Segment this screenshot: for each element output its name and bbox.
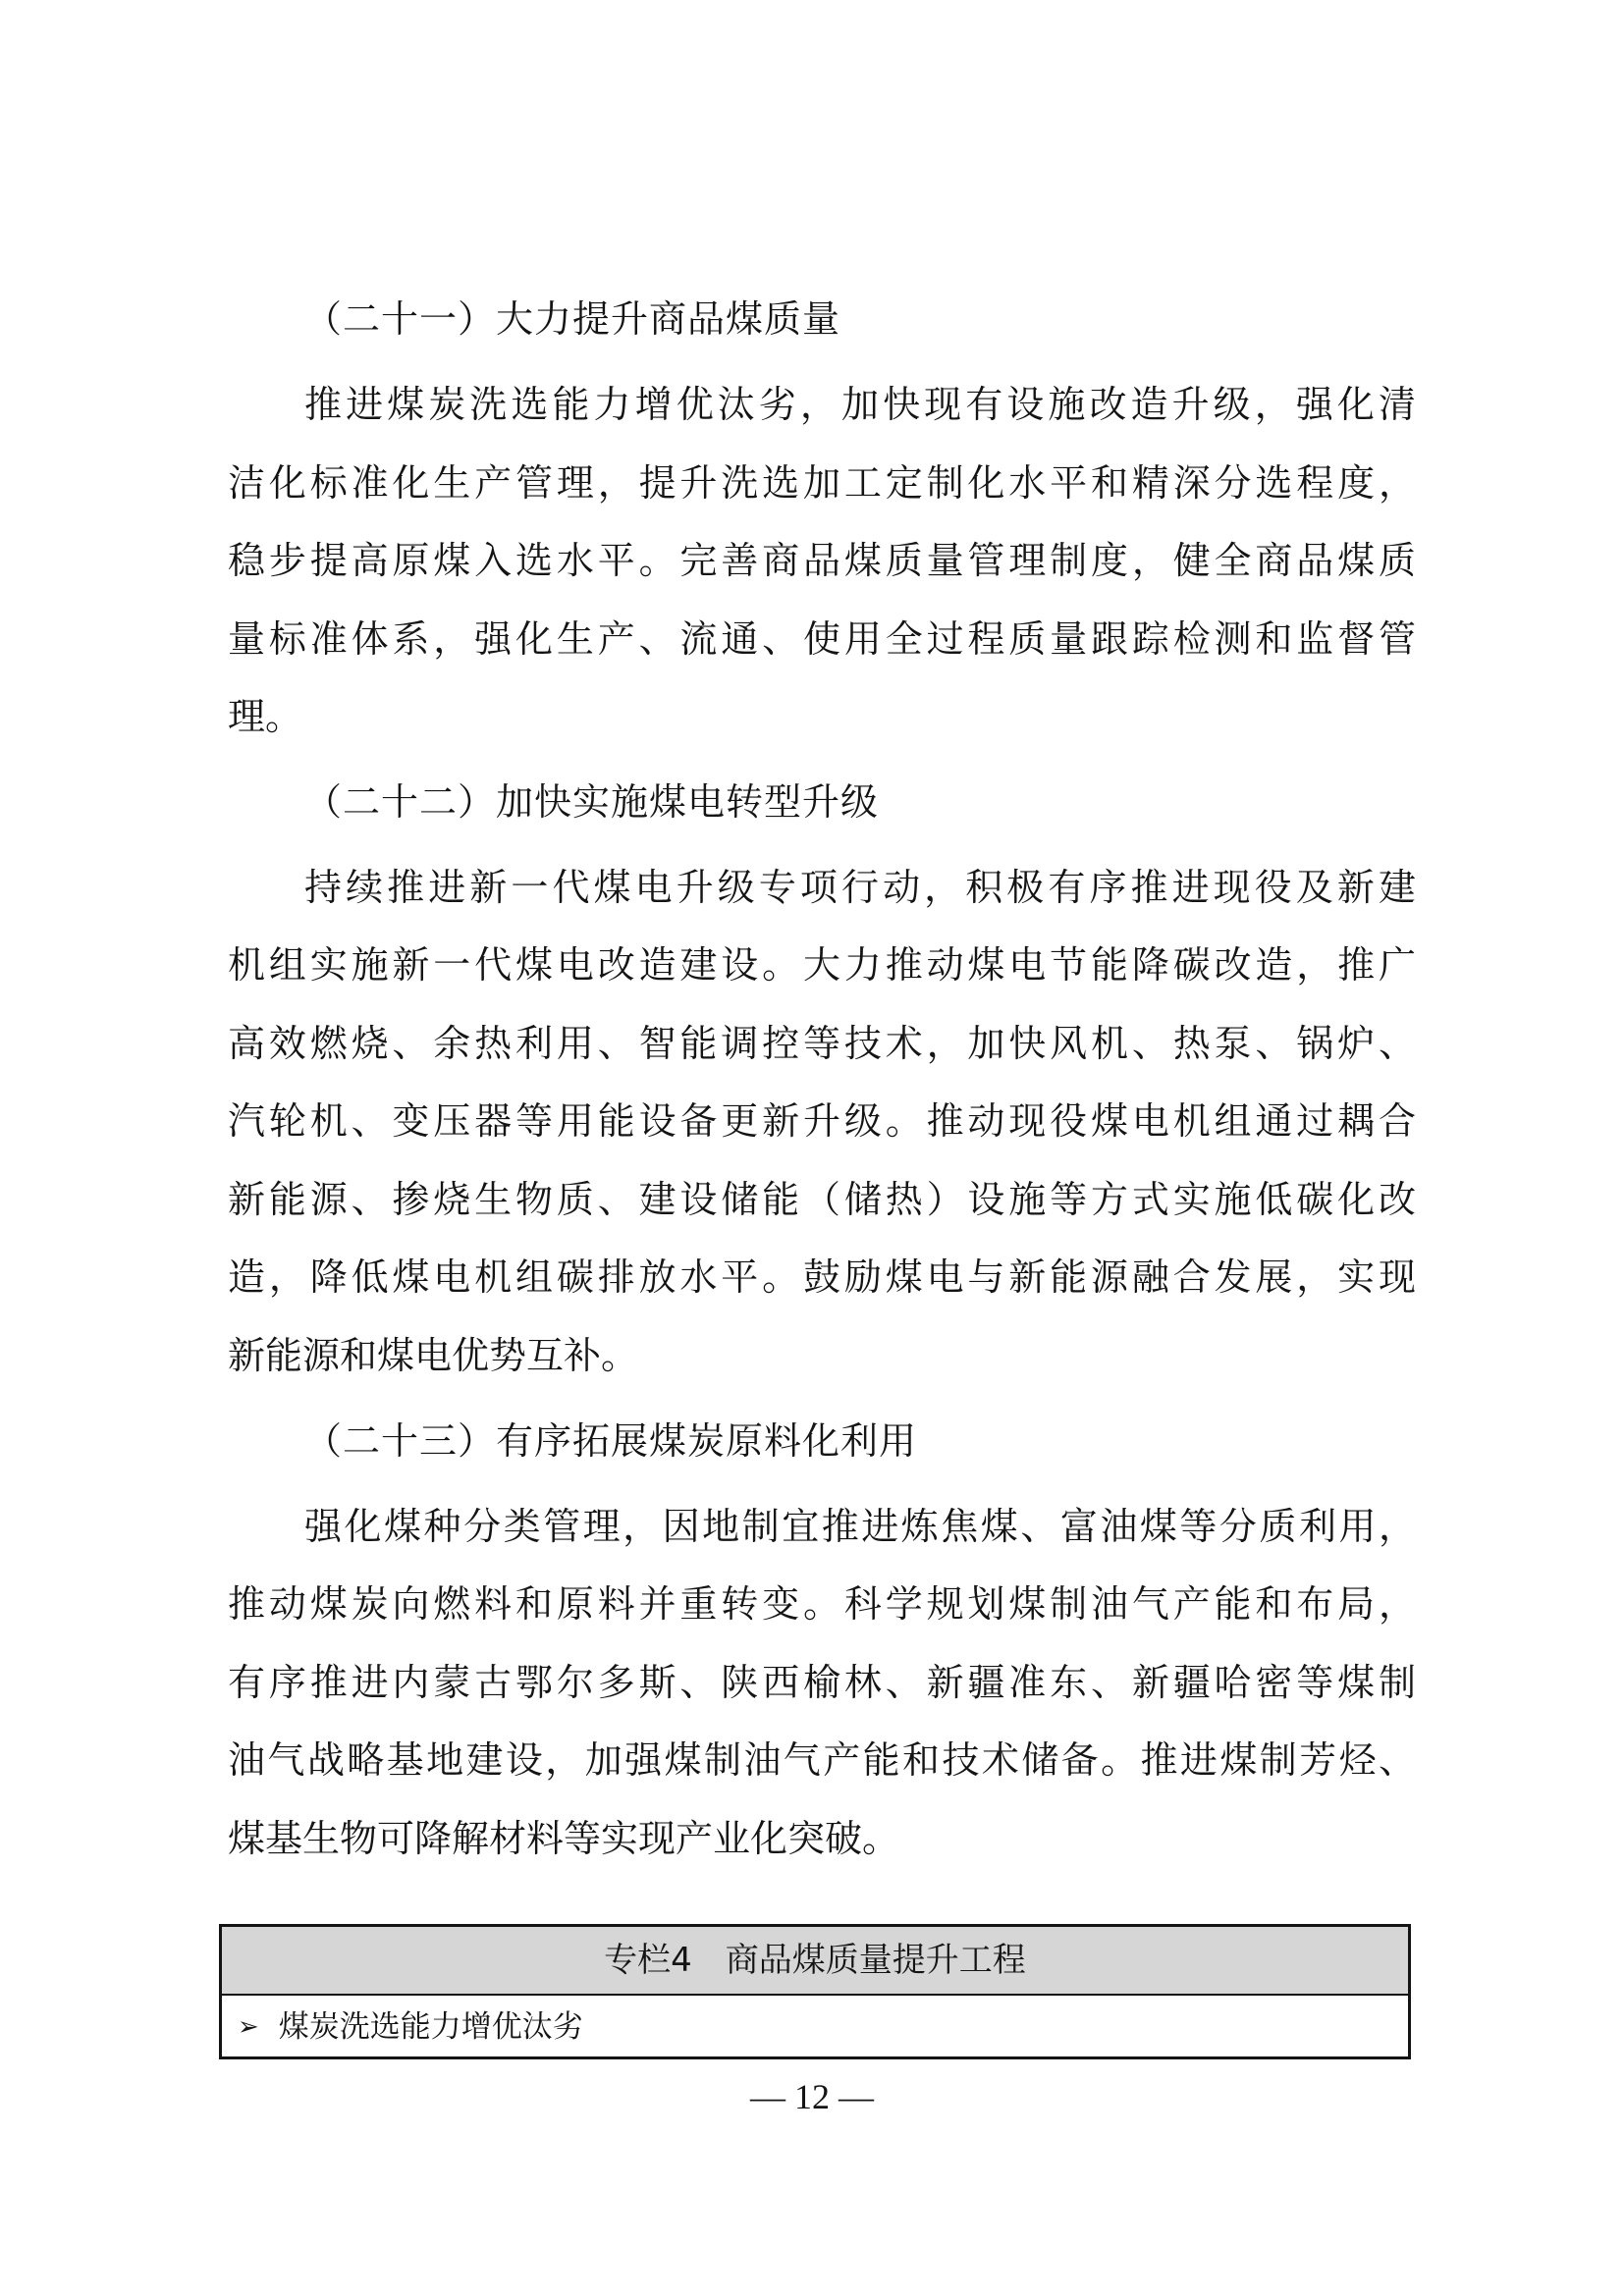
section-heading: （二十一）大力提升商品煤质量 xyxy=(304,297,841,341)
paragraph-line: 煤基生物可降解材料等实现产业化突破。 xyxy=(228,1817,900,1860)
column-box-item-label: 煤炭洗选能力增优汰劣 xyxy=(278,2009,583,2045)
paragraph-line: 新能源、掺烧生物质、建设储能（储热）设施等方式实施低碳化改 xyxy=(228,1178,1416,1221)
paragraph-line: 高效燃烧、余热利用、智能调控等技术，加快风机、热泵、锅炉、 xyxy=(228,1022,1416,1065)
paragraph-line: 推动煤炭向燃料和原料并重转变。科学规划煤制油气产能和布局， xyxy=(228,1582,1416,1626)
paragraph-line: 推进煤炭洗选能力增优汰劣，加快现有设施改造升级，强化清 xyxy=(304,383,1416,426)
paragraph-line: 持续推进新一代煤电升级专项行动，积极有序推进现役及新建 xyxy=(304,866,1416,909)
column-box xyxy=(219,1924,1411,2059)
arrow-bullet-icon: ➢ xyxy=(238,2012,259,2042)
paragraph-line: 量标准体系，强化生产、流通、使用全过程质量跟踪检测和监督管 xyxy=(228,617,1416,661)
page-number: — 12 — xyxy=(750,2077,874,2116)
paragraph-line: 汽轮机、变压器等用能设备更新升级。推动现役煤电机组通过耦合 xyxy=(228,1099,1416,1143)
paragraph-line: 强化煤种分类管理，因地制宜推进炼焦煤、富油煤等分质利用， xyxy=(304,1505,1416,1548)
paragraph-line: 造，降低煤电机组碳排放水平。鼓励煤电与新能源融合发展，实现 xyxy=(228,1255,1416,1299)
section-heading: （二十三）有序拓展煤炭原料化利用 xyxy=(304,1419,918,1463)
column-box-title: 专栏4 商品煤质量提升工程 xyxy=(222,1927,1408,1996)
paragraph-line: 机组实施新一代煤电改造建设。大力推动煤电节能降碳改造，推广 xyxy=(228,943,1416,987)
paragraph-line: 有序推进内蒙古鄂尔多斯、陕西榆林、新疆准东、新疆哈密等煤制 xyxy=(228,1661,1416,1704)
paragraph-line: 稳步提高原煤入选水平。完善商品煤质量管理制度，健全商品煤质 xyxy=(228,539,1416,582)
paragraph-line: 新能源和煤电优势互补。 xyxy=(228,1334,639,1377)
paragraph-line: 洁化标准化生产管理，提升洗选加工定制化水平和精深分选程度， xyxy=(228,461,1416,505)
paragraph-line: 理。 xyxy=(228,695,303,738)
section-heading: （二十二）加快实施煤电转型升级 xyxy=(304,780,880,824)
paragraph-line: 油气战略基地建设，加强煤制油气产能和技术储备。推进煤制芳烃、 xyxy=(228,1738,1416,1782)
column-box-item xyxy=(238,1998,583,2056)
